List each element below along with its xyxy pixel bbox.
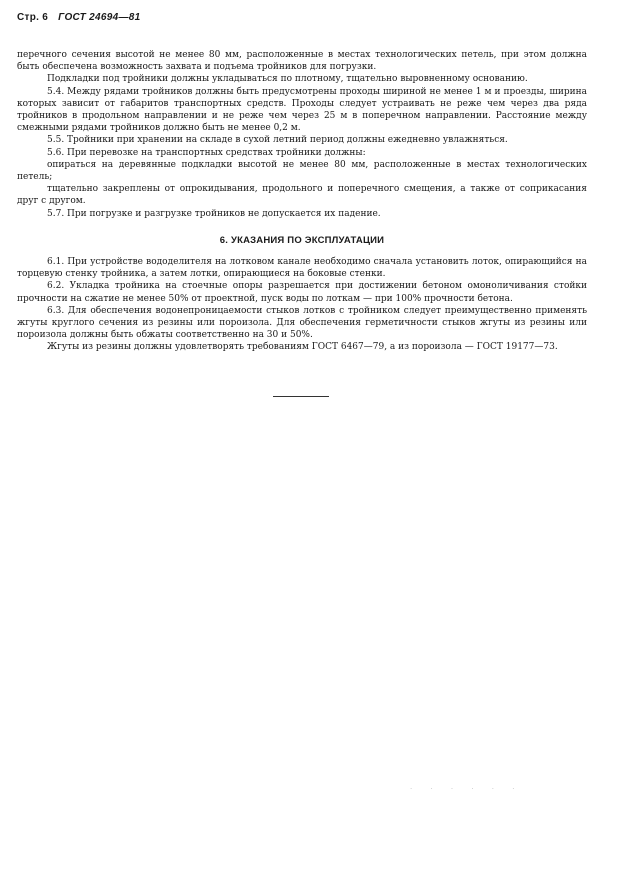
paragraph: перечного сечения высотой не менее 80 мм, расположенные в местах технологических петель, при этом должна быть обеспечена возможность захвата и подъема тройников для погрузки.	[17, 50, 587, 73]
paragraph: 5.5. Тройники при хранении на складе в сухой летний период должны ежедневно увлажняться.	[47, 135, 508, 146]
paragraph: 6.2. Укладка тройника на стоечные опоры разрешается при достижении бетоном омоноличивания стойки прочности на сжатие не менее 50% от проектной, пуск воды по лоткам — при 100% прочности бетона.	[17, 281, 587, 304]
paragraph: 6.1. При устройстве вододелителя на лотковом канале необходимо сначала установить лоток, опирающийся на торцевую стенку тройника, а затем лотки, опирающиеся на боковые стенки.	[17, 257, 587, 280]
paragraph: 5.6. При перевозке на транспортных средствах тройники должны:	[47, 147, 366, 158]
paragraph: опираться на деревянные подкладки высотой не менее 80 мм, расположенные в местах технологических петель;	[17, 159, 587, 183]
standard-number: ГОСТ 24694—81	[58, 12, 141, 23]
paragraph: тщательно закреплены от опрокидывания, продольного и поперечного смещения, а также от соприкасания друг с другом.	[17, 184, 587, 207]
paragraph: Жгуты из резины должны удовлетворять требованиям ГОСТ 6467—79, а из пороизола — ГОСТ 19177—73.	[47, 342, 558, 353]
paragraph: 5.7. При погрузке и разгрузке тройников не допускается их падение.	[47, 208, 381, 219]
section-heading: 6. УКАЗАНИЯ ПО ЭКСПЛУАТАЦИИ	[219, 234, 385, 246]
scan-specks: · · · · · ·	[410, 785, 523, 793]
page-header	[17, 12, 141, 23]
document-body	[17, 49, 587, 397]
end-rule	[273, 396, 329, 397]
page-label: Стр. 6	[17, 12, 49, 23]
paragraph: 6.3. Для обеспечения водонепроницаемости стыков лотков с тройником следует преимущественно применять жгуты круглого сечения из резины или пороизола. Для обеспечения герметичности стыков жгуты из резины или пороизола должны быть обжаты соответственно на 30 и 50%.	[17, 305, 587, 341]
paragraph: 5.4. Между рядами тройников должны быть предусмотрены проходы шириной не менее 1 м и проезды, ширина которых зависит от габаритов транспортных средств. Проходы следует устраивать не реже чем через два ряда тройников в продольном направлении и не реже чем через 25 м в поперечном направлении. Расстояние между смежными рядами тройников должно быть не менее 0,2 м.	[17, 86, 587, 134]
paragraph: Подкладки под тройники должны укладываться по плотному, тщательно выровненному основанию.	[47, 74, 528, 85]
